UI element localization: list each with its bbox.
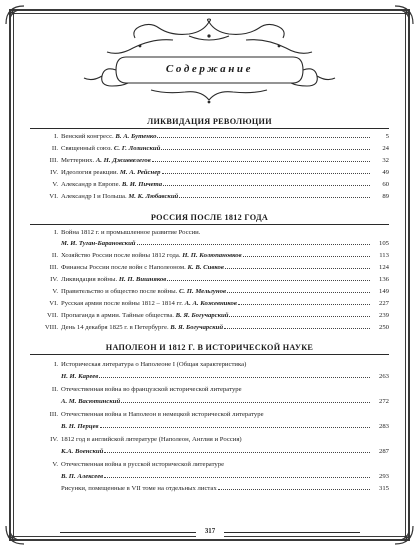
- entry-page: 315: [378, 485, 389, 492]
- section-title: ЛИКВИДАЦИЯ РЕВОЛЮЦИИ: [147, 117, 272, 126]
- entry-title: Идеология реакции.: [61, 169, 119, 176]
- entry-page: 272: [378, 398, 389, 405]
- entry-page: 89: [382, 193, 389, 200]
- section-divider: [30, 128, 389, 129]
- entry-title: Пропаганда в армии. Тайные общества.: [61, 312, 174, 319]
- entry-author: Н. И. Кареев: [61, 373, 99, 380]
- entry-title: Александр I и Польша.: [61, 193, 127, 200]
- entry-title: Война 1812 г. и промышленное развитие России.: [61, 229, 201, 236]
- entry-title: Русская армия после войны 1812 – 1814 гг.: [61, 300, 183, 307]
- entry-number: III.: [49, 264, 58, 271]
- entry-author: М. И. Туган-Барановский: [61, 240, 136, 247]
- entry-author: С. Г. Лозинский: [113, 145, 161, 152]
- entry-number: I.: [54, 361, 58, 368]
- entry-number: IV.: [50, 169, 58, 176]
- entry-page: 227: [378, 300, 389, 307]
- page-number: 317: [196, 525, 224, 539]
- entry-author: В. Я. Богучарский: [175, 312, 229, 319]
- entry-title: Ликвидация войны.: [61, 276, 118, 283]
- entry-author: А. А. Кожевников: [184, 300, 237, 307]
- entry-author: С. П. Мельгунов: [178, 288, 226, 295]
- entry-author: В. П. Алексеев: [61, 473, 104, 480]
- entry-page: 287: [378, 448, 389, 455]
- page-footer: [0, 522, 419, 542]
- entry-page: 113: [379, 252, 389, 259]
- entry-author: В. И. Пичета: [121, 181, 163, 188]
- section-divider: [30, 224, 389, 225]
- entry-number: III.: [49, 411, 58, 418]
- entry-number: VII.: [47, 312, 58, 319]
- entry-title: Финансы России после войн с Наполеоном.: [61, 264, 186, 271]
- section-title: РОССИЯ ПОСЛЕ 1812 ГОДА: [150, 213, 269, 222]
- entry-number: IV.: [50, 436, 58, 443]
- entry-number: II.: [51, 145, 58, 152]
- entry-author: К. В. Сивков: [187, 264, 224, 271]
- entry-author: А. Н. Дживвелегов: [95, 157, 151, 164]
- entry-author: Н. П. Вишняков: [118, 276, 167, 283]
- entry-page: 105: [378, 240, 389, 247]
- section-divider: [30, 354, 389, 355]
- entry-title: Александр в Европе.: [61, 181, 121, 188]
- entry-number: V.: [52, 181, 58, 188]
- entry-author: В. А. Бутенко: [115, 133, 157, 140]
- entry-page: 5: [385, 133, 389, 140]
- entry-number: VIII.: [44, 324, 58, 331]
- entry-title: Правительство и общество после войны.: [61, 288, 178, 295]
- entry-title: Отечественная война и Наполеон в немецкой исторической литературе: [61, 411, 264, 418]
- section-title: НАПОЛЕОН И 1812 Г. В ИСТОРИЧЕСКОЙ НАУКЕ: [105, 343, 314, 352]
- entry-number: I.: [54, 133, 58, 140]
- entry-author: М. К. Любавский: [128, 193, 179, 200]
- entry-page: 124: [378, 264, 389, 271]
- entry-page: 24: [382, 145, 389, 152]
- entry-author: В. Я. Богучарский: [170, 324, 224, 331]
- entry-title: День 14 декабря 1825 г. в Петербурге.: [61, 324, 169, 331]
- entry-number: III.: [49, 157, 58, 164]
- entry-page: 32: [382, 157, 389, 164]
- entry-title: Отечественная война в русской исторической литературе: [61, 461, 225, 468]
- entry-author: К.А. Военский: [61, 448, 104, 455]
- entry-number: IV.: [50, 276, 58, 283]
- entry-title: Историческая литература о Наполеоне I (Общая характеристика): [61, 361, 247, 368]
- entry-number: II.: [51, 386, 58, 393]
- entry-title: Рисунки, помещенные в VII томе на отдельных листах: [61, 485, 217, 492]
- entry-author: А. М. Васютинский: [61, 398, 121, 405]
- entry-author: Н. П. Колюпановков: [182, 252, 242, 259]
- entry-title: 1812 год в английской литературе (Наполеон, Англия и Россия): [61, 436, 242, 443]
- entry-author: В. Н. Перцев: [61, 423, 99, 430]
- entry-page: 293: [378, 473, 389, 480]
- entry-page: 250: [378, 324, 389, 331]
- entry-page: 149: [378, 288, 389, 295]
- entry-title: Хозяйство России после войны 1812 года.: [61, 252, 181, 259]
- entry-page: 136: [378, 276, 389, 283]
- entry-title: Отечественная война во французской исторической литературе: [61, 386, 242, 393]
- entry-page: 60: [382, 181, 389, 188]
- corner-ornament-icon: [393, 4, 415, 26]
- footer-rule: [224, 532, 360, 533]
- entry-title: Священный союз.: [61, 145, 113, 152]
- entry-number: I.: [54, 229, 58, 236]
- corner-ornament-icon: [4, 4, 26, 26]
- entry-number: V.: [52, 461, 58, 468]
- entry-page: 263: [378, 373, 389, 380]
- entry-title: Меттерних.: [61, 157, 95, 164]
- entry-author: М. А. Рейснер: [119, 169, 161, 176]
- entry-number: VI.: [49, 193, 58, 200]
- page-title: Содержание: [165, 63, 254, 75]
- footer-rule: [60, 532, 196, 533]
- entry-number: V.: [52, 288, 58, 295]
- entry-number: VI.: [49, 300, 58, 307]
- entry-page: 49: [382, 169, 389, 176]
- entry-title: Венский конгресс.: [61, 133, 114, 140]
- entry-page: 283: [378, 423, 389, 430]
- entry-page: 239: [378, 312, 389, 319]
- entry-number: II.: [51, 252, 58, 259]
